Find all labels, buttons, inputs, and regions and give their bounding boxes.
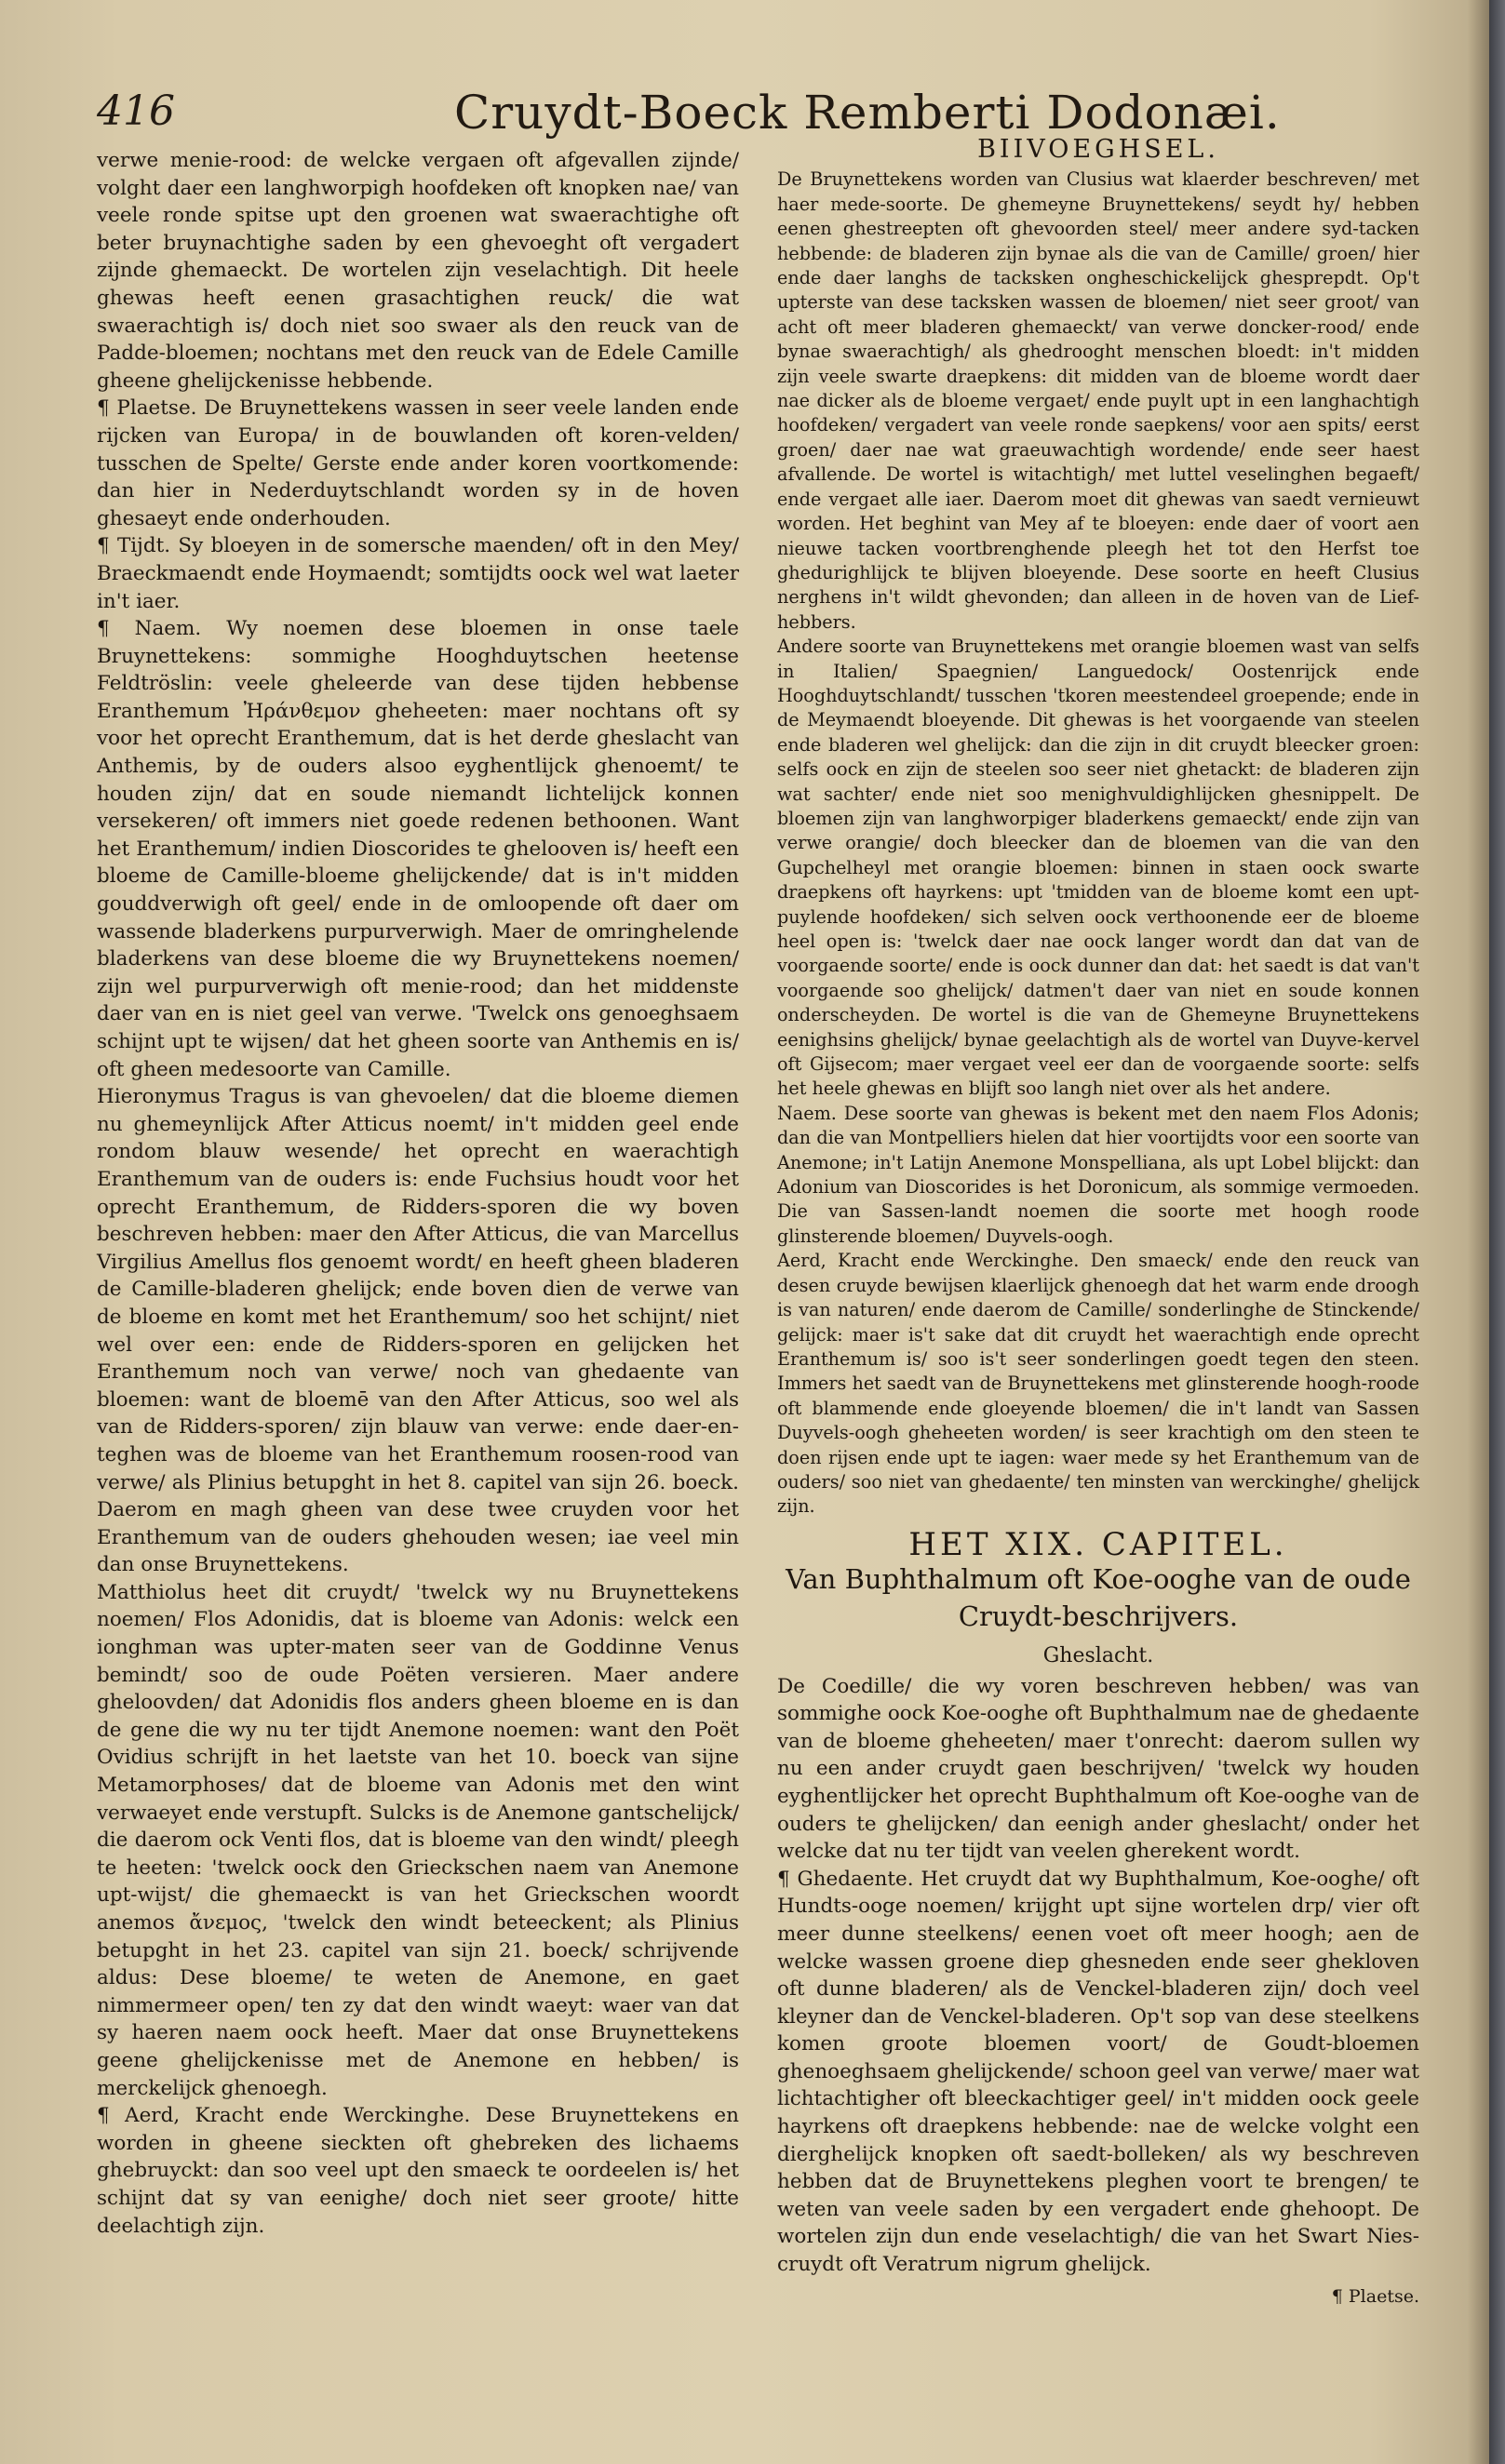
right-paragraph: Naem. Dese soorte van ghewas is bekent met den naem Flos Adonis; dan die van Montpelliers hielen dat hier voortijdts voor een soorte van Anemone; in't Latijn Anemone Monspelliana, als upt Lobel blijckt: dan Adonium van Dioscorides is het Doronicum, als sommige vermoeden. Die van Sassen-landt noemen die soorte met hoogh roode glinsterende bloemen/ Duyvels-oogh. xyxy=(777,1102,1419,1247)
page-number: 416 xyxy=(97,87,175,135)
page-edge-background xyxy=(1489,0,1505,2464)
chapter-paragraph: De Coedille/ die wy voren beschreven hebben/ was van sommighe oock Koe-ooghe oft Buphthalmum nae de ghedaente van de bloeme gheheeten/ maer t'onrecht: daerom sullen wy nu een ander cruydt gaen beschrijven/ 'twelck wy houden eyghentlijcker het oprecht Buphthalmum oft Koe-ooghe van de ouders te ghelijcken/ dan eenigh ander gheslacht/ onder het welcke dat nu ter tijdt van veelen gherekent wordt. xyxy=(777,1674,1419,1864)
right-column xyxy=(777,135,1419,2309)
section-title: BIIVOEGHSEL. xyxy=(977,135,1219,164)
left-paragraph: ¶ Aerd, Kracht ende Werckinghe. Dese Bruynettekens en worden in gheene sieckten oft ghebreken des lichaems ghebruyckt: dan soo veel upt den smaeck te oordeelen is/ het schijnt dat sy van eenighe/ doch niet seer groote/ hitte deelachtigh zijn. xyxy=(97,2104,739,2238)
right-paragraph: Andere soorte van Bruynettekens met orangie bloemen wast van selfs in Italien/ Spaegnien/ Languedock/ Oostenrijck ende Hooghduytschlandt/ tusschen 'tkoren meestendeel groepende; ende in de Meymaendt bloeyende. Dit ghewas is het voorgaende van steelen ende bladeren wel ghelijck: dan die zijn in dit cruydt bleecker groen: selfs oock en zijn de steelen soo seer niet ghetackt: de bladeren zijn wat sachter/ ende niet soo menighvuldighlijcken ghesnippelt. De bloemen zijn van langhworpiger bladerkens gemaeckt/ ende zijn van verwe orangie/ doch bleecker dan de bloemen van die van den Gupchelheyl met orangie bloemen: binnen in staen oock swarte draepkens oft hayrkens: upt 'tmidden van de bloeme komt een upt-puylende hoofdeken/ sich selven oock verthoonende eer de bloeme heel open is: 'twelck daer nae oock langer wordt dan dat van de voorgaende soorte/ ende is oock dunner dan dat: het saedt is dat van't voorgaende soo ghelijck/ datmen't daer van niet en soude konnen onderscheyden. De wortel is die van de Ghemeyne Bruynettekens eenighsins ghelijck/ bynae geelachtigh als de wortel van Duyve-kervel oft Gijsecom; maer vergaet veel eer dan de voorgaende soorte: selfs het heele ghewas en blijft soo langh niet over als het andere. xyxy=(777,636,1419,1100)
left-paragraph: Hieronymus Tragus is van ghevoelen/ dat die bloeme diemen nu ghemeynlijck After Atticus noemt/ in't midden geel ende rondom blauw wesende/ het oprecht en waerachtigh Eranthemum van de ouders is: ende Fuchsius houdt voor het oprecht Eranthemum, de Ridders-sporen die wy boven beschreven hebben: maer den After Atticus, die van Marcellus Virgilius Amellus flos genoemt wordt/ en heeft gheen bladeren de Camille-bladeren ghelijck; ende boven dien de verwe van de bloeme en komt met het Eranthemum/ soo het schijnt/ niet wel over een: ende de Ridders-sporen en gelijcken het Eranthemum noch van verwe/ noch van ghedaente van bloemen: want de bloemē van den After Atticus, soo wel als van de Ridders-sporen/ zijn blauw van verwe: ende daer-en-teghen was de bloeme van het Eranthemum roosen-rood van verwe/ als Plinius betupght in het 8. capitel van sijn 26. boeck. Daerom en magh gheen van dese twee cruyden voor het Eranthemum van de ouders ghehouden wesen; iae veel min dan onse Bruynettekens. xyxy=(97,1085,739,1577)
chapter-paragraph: ¶ Ghedaente. Het cruydt dat wy Buphthalmum, Koe-ooghe/ oft Hundts-ooge noemen/ krijght upt sijne wortelen drp/ vier oft meer dunne steelkens/ eenen voet oft meer hoogh; aen de welcke wassen groene diep ghesneden ende seer ghekloven oft dunne bladeren/ als de Venckel-bladeren zijn/ doch veel kleyner dan de Venckel-bladeren. Op't sop van dese steelkens komen groote bloemen voort/ de Goudt-bloemen ghenoeghsaem ghelijckende/ schoon geel van verwe/ maer wat lichtachtigher oft bleeckachtiger geel/ in't midden oock geele hayrkens oft draepkens hebbende: nae de welcke volght een dierghelijck knopken oft saedt-bolleken/ als wy beschreven hebben dat de Bruynettekens pleghen voort te brengen/ te weten van veele saden by een vergadert ende ghehoopt. De wortelen zijn dun ende veselachtigh/ die van het Swart Nies-cruydt oft Veratrum nigrum ghelijck. xyxy=(777,1867,1419,2277)
left-paragraph: Matthiolus heet dit cruydt/ 'twelck wy nu Bruynettekens noemen/ Flos Adonidis, dat is bloeme van Adonis: welck een ionghman was upter-maten seer van de Goddinne Venus bemindt/ soo de oude Poëten versieren. Maer andere gheloovden/ dat Adonidis flos anders gheen bloeme en is dan de gene die wy nu ter tijdt Anemone noemen: want den Poët Ovidius schrijft in het laetste van het 10. boeck van sijne Metamorphoses/ dat de bloeme van Adonis met den wint verwaeyet ende verstupft. Sulcks is de Anemone gantschelijck/ die daerom ock Venti flos, dat is bloeme van den windt/ pleegh te heeten: 'twelck oock den Grieckschen naem van Anemone upt-wijst/ die ghemaeckt is van het Grieckschen woordt anemos ἄνεμος, 'twelck den windt beteeckent; als Plinius betupght in het 23. capitel van sijn 21. boeck/ schrijvende aldus: Dese bloeme/ te weten de Anemone, en gaet nimmermeer open/ ten zy dat den windt waeyt: waer van dat sy haeren naem oock heeft. Maer dat onse Bruynettekens geene ghelijckenisse met de Anemone en hebben/ is merckelijck ghenoegh. xyxy=(97,1580,739,2100)
right-paragraph: Aerd, Kracht ende Werckinghe. Den smaeck/ ende den reuck van desen cruyde bewijsen klaerlijck ghenoegh dat het warm ende droogh is van naturen/ ende daerom de Camille/ sonderlinghe de Stinckende/ gelijck: maer is't sake dat dit cruydt het waerachtigh ende oprecht Eranthemum is/ soo is't seer sonderlingen goedt tegen den steen. Immers het saedt van de Bruynettekens met glinsterende hoogh-roode oft blammende ende gloeyende bloemen/ die in't landt van Sassen Duyvels-oogh gheheeten worden/ is seer krachtigh om den steen te doen rijsen ende upt te iagen: waer mede sy het Eranthemum van de ouders/ soo niet van ghedaente/ ten minsten van werckinghe/ ghelijck zijn. xyxy=(777,1250,1419,1518)
chapter-heading: HET XIX. CAPITEL. xyxy=(908,1525,1288,1563)
left-paragraph: ¶ Plaetse. De Bruynettekens wassen in seer veele landen ende rijcken van Europa/ in de bouwlanden oft koren-velden/ tusschen de Spelte/ Gerste ende ander koren voortkomende: dan hier in Nederduytschlandt worden sy in de hoven ghesaeyt ende onderhouden. xyxy=(97,396,739,530)
chapter-title-line-1: Van Buphthalmum oft Koe-ooghe van de oude xyxy=(786,1563,1411,1596)
right-paragraph: De Bruynettekens worden van Clusius wat klaerder beschreven/ met haer mede-soorte. De ghemeyne Bruynettekens/ seydt hy/ hebben eenen ghestreepten oft ghevoorden steel/ meer andere syd-tacken hebbende: de bladeren zijn bynae als die van de Camille/ groen/ hier ende daer langhs de tacksken ongheschickelijck ghesprepdt. Op't upterste van dese tacksken wassen de bloemen/ niet seer groot/ van acht oft meer bladeren ghemaeckt/ van verwe doncker-rood/ ende bynae swaerachtigh/ als ghedrooght menschen bloedt: in't midden zijn veele swarte draepkens: dit midden van de bloeme wordt daer nae dicker als de bloeme vergaet/ ende puylt upt in een langhachtigh hoofdeken/ vergadert van veele ronde saepkens/ voor aen spits/ eerst groen/ daer nae wat graeuwachtigh wordende/ ende seer haest afvallende. De wortel is witachtigh/ met luttel veselinghen begaeft/ ende vergaet alle iaer. Daerom moet dit ghewas van saedt vernieuwt worden. Het beghint van Mey af te bloeyen: ende daer of voort aen nieuwe tacken voortbrenghende pleegh het tot den Herfst toe ghedurighlijck te blijven bloeyende. Dese soorte en heeft Clusius nerghens in't wildt ghevonden; dan alleen in de hoven van de Lief-hebbers. xyxy=(777,168,1419,633)
left-paragraph: ¶ Naem. Wy noemen dese bloemen in onse taele Bruynettekens: sommighe Hooghduytschen heetense Feldtröslin: veele gheleerde van dese tijden hebbense Eranthemum Ἠράνθεμον gheheeten: maer nochtans oft sy voor het oprecht Eranthemum, dat is het derde gheslacht van Anthemis, by de ouders alsoo eyghentlijck ghenoemt/ te houden zijn/ dat en soude niemandt lichtelijck konnen versekeren/ oft immers niet goede redenen bethoonen. Want het Eranthemum/ indien Dioscorides te ghelooven is/ heeft een bloeme de Camille-bloeme ghelijckende/ dat is in't midden gouddverwigh oft geel/ ende in de omloopende oft daer om wassende bladerkens purpurverwigh. Maer de omringhelende bladerkens van dese bloeme die wy Bruynettekens noemen/ zijn wel purpurverwigh oft menie-rood; dan het middenste daer van en is niet geel van verwe. 'Twelck ons genoeghsaem schijnt upt te wijsen/ dat het gheen soorte van Anthemis en is/ oft gheen medesoorte van Camille. xyxy=(97,617,739,1081)
chapter-title-line-2: Cruydt-beschrijvers. xyxy=(958,1600,1239,1633)
gheslacht-subheading: Gheslacht. xyxy=(1042,1644,1154,1668)
left-paragraph: ¶ Tijdt. Sy bloeyen in de somersche maenden/ oft in den Mey/ Braeckmaendt ende Hoymaendt; somtijdts oock wel wat laeter in't iaer. xyxy=(97,534,739,613)
left-column xyxy=(97,147,739,2240)
catchword: ¶ Plaetse. xyxy=(1331,2285,1419,2307)
running-title: Cruydt-Boeck Remberti Dodonæi. xyxy=(454,86,1281,140)
left-paragraph: verwe menie-rood: de welcke vergaen oft afgevallen zijnde/ volght daer een langhworpigh hoofdeken oft knopken nae/ van veele ronde spitse upt den groenen wat swaerachtighe oft beter bruynachtighe saden by een ghevoeght oft vergadert zijnde ghemaeckt. De wortelen zijn veselachtigh. Dit heele ghewas heeft eenen grasachtighen reuck/ die wat swaerachtigh is/ doch niet soo swaer als den reuck van de Padde-bloemen; nochtans met den reuck van de Edele Camille gheene ghelijckenisse hebbende. xyxy=(97,149,739,393)
